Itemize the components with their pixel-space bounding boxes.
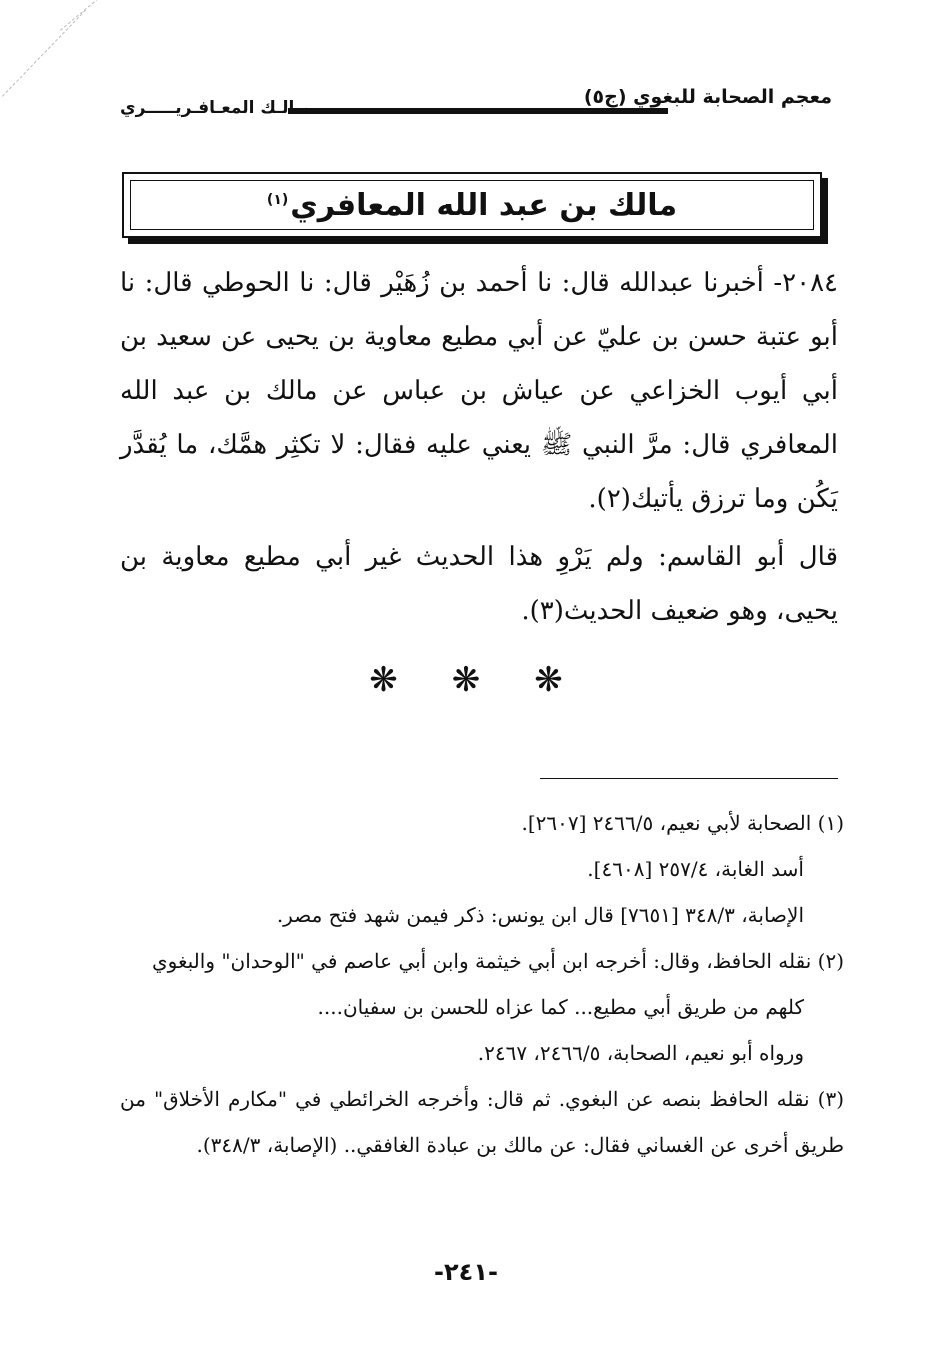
scan-artifact-line <box>2 10 86 97</box>
chapter-title-text: مالك بن عبد الله المعافري <box>290 187 678 223</box>
header-rule <box>288 108 668 114</box>
ornament-star-icon: ❋ <box>534 660 563 700</box>
scan-artifact-line <box>60 0 107 31</box>
header-section-title: مـالـك المعـافـريـــــري <box>120 98 312 118</box>
section-divider <box>0 660 932 700</box>
footnote-3: (٣) نقله الحافظ بنصه عن البغوي. ثم قال: وأخرجه الخرائطي في "مكارم الأخلاق" من طريق أخرى عن الغساني فقال: عن مالك بن عبادة الغافقي.. (الإصابة، ٣٤٨/٣). <box>120 1087 844 1157</box>
commentary-paragraph <box>120 530 838 638</box>
chapter-title <box>267 188 677 223</box>
footnotes <box>120 800 844 1168</box>
footnote-1-line-3: الإصابة، ٣٤٨/٣ [٧٦٥١] قال ابن يونس: ذكر فيمن شهد فتح مصر. <box>276 903 804 927</box>
chapter-title-box <box>122 172 822 238</box>
header-book-title: معجم الصحابة للبغوي (ج٥) <box>583 86 832 108</box>
chapter-title-note: (١) <box>266 191 289 208</box>
commentary-text: قال أبو القاسم: ولم يَرْوِ هذا الحديث غير أبي مطيع معاوية بن يحيى، وهو ضعيف الحديث(٣). <box>120 542 838 626</box>
hadith-text: ٢٠٨٤- أخبرنا عبدالله قال: نا أحمد بن زُهَيْر قال: نا الحوطي قال: نا أبو عتبة حسن بن عليّ عن أبي مطيع معاوية بن يحيى عن سعيد بن أبي أيوب الخزاعي عن عياش بن عباس عن مالك بن عبد الله المعافري قال: مرَّ النبي ﷺ يعني عليه فقال: لا تكثِر همَّك، ما يُقدَّر يَكُن وما ترزق يأتيك(٢). <box>120 268 838 514</box>
footnote-separator <box>540 778 838 779</box>
running-header <box>120 86 832 120</box>
chapter-title-frame <box>130 180 814 230</box>
footnote-2-line-3: ورواه أبو نعيم، الصحابة، ٢٤٦٦/٥، ٢٤٦٧. <box>477 1041 804 1065</box>
hadith-paragraph <box>120 256 838 526</box>
page-number: -٢٤١- <box>434 1258 498 1286</box>
footnote-1-line-2: أسد الغابة، ٢٥٧/٤ [٤٦٠٨]. <box>587 857 804 881</box>
footnote-2-line-1: (٢) نقله الحافظ، وقال: أخرجه ابن أبي خيثمة وابن أبي عاصم في "الوحدان" والبغوي <box>152 949 844 973</box>
ornament-star-icon: ❋ <box>369 660 398 700</box>
footnote-2-line-2: كلهم من طريق أبي مطيع... كما عزاه للحسن بن سفيان.... <box>317 995 804 1019</box>
footnote-1-line-1: (١) الصحابة لأبي نعيم، ٢٤٦٦/٥ [٢٦٠٧]. <box>521 811 844 835</box>
ornament-star-icon: ❋ <box>451 660 481 700</box>
